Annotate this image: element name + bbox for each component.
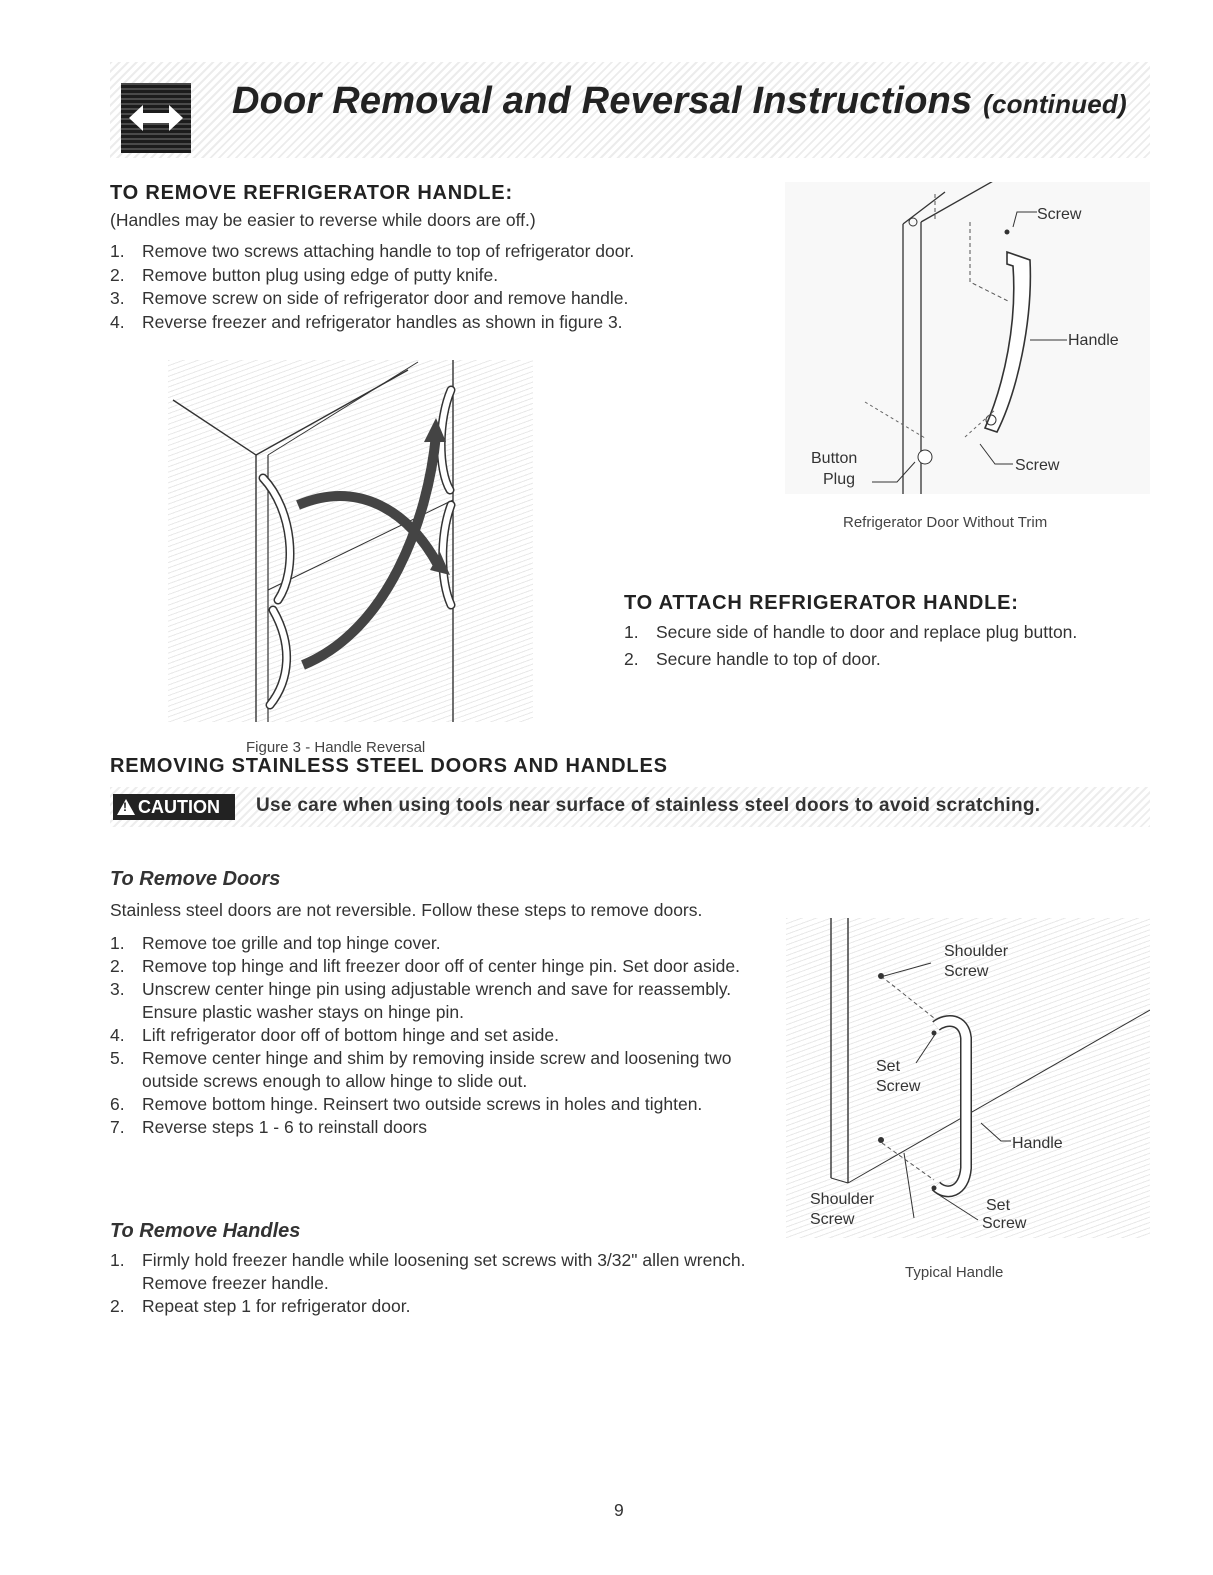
remove-handles-steps	[110, 1249, 750, 1318]
attach-handle-steps	[624, 621, 1144, 671]
remove-handle-steps	[110, 240, 730, 334]
caution-label: CAUTION	[138, 796, 220, 817]
page-title: Door Removal and Reversal Instructions (continued)	[232, 80, 1127, 122]
handle-reversal-figure	[168, 360, 533, 722]
door-without-trim-caption: Refrigerator Door Without Trim	[843, 514, 1048, 531]
label-screw-bottom: Screw	[810, 1211, 855, 1228]
remove-handles-subheading: To Remove Handles	[110, 1220, 301, 1242]
list-item: 2. Remove top hinge and lift freezer door off of center hinge pin. Set door aside.	[110, 956, 740, 976]
remove-handle-note: (Handles may be easier to reverse while doors are off.)	[110, 210, 536, 230]
label-shoulder-top: Shoulder	[944, 943, 1009, 960]
label-set-bottom: Set	[986, 1197, 1011, 1214]
label-plug: Plug	[823, 471, 856, 488]
typical-handle-figure	[786, 918, 1150, 1238]
page-title-suffix: (continued)	[983, 89, 1127, 119]
label-handle: Handle	[1068, 332, 1119, 349]
list-item: 2. Repeat step 1 for refrigerator door.	[110, 1296, 411, 1316]
label-screw-set-top: Screw	[876, 1078, 921, 1095]
label-screw-top: Screw	[944, 963, 989, 980]
figure-3-caption: Figure 3 - Handle Reversal	[246, 739, 426, 756]
list-item: 1. Secure side of handle to door and replace plug button.	[624, 622, 1078, 642]
list-item: 3. Unscrew center hinge pin using adjustable wrench and save for reassembly. Ensure plastic washer stays on hinge pin.	[110, 979, 732, 1022]
list-item: 2. Remove button plug using edge of putty knife.	[110, 264, 499, 285]
door-reversal-arrows-icon	[121, 83, 191, 153]
typical-handle-caption: Typical Handle	[905, 1264, 1004, 1281]
label-screw-top: Screw	[1037, 206, 1082, 223]
stainless-heading: REMOVING STAINLESS STEEL DOORS AND HANDLES	[110, 755, 668, 777]
remove-doors-steps	[110, 932, 770, 1139]
caution-text: Use care when using tools near surface of stainless steel doors to avoid scratching.	[256, 795, 1041, 816]
door-without-trim-figure	[785, 182, 1150, 494]
label-shoulder-bottom: Shoulder	[810, 1191, 875, 1208]
list-item: 4. Reverse freezer and refrigerator handles as shown in figure 3.	[110, 311, 623, 332]
list-item: 1. Remove two screws attaching handle to top of refrigerator door.	[110, 241, 635, 261]
attach-refrigerator-handle-heading: TO ATTACH REFRIGERATOR HANDLE:	[624, 592, 1019, 614]
label-handle: Handle	[1012, 1135, 1063, 1152]
list-item: 3. Remove screw on side of refrigerator door and remove handle.	[110, 288, 629, 308]
caution-badge	[113, 794, 235, 820]
remove-doors-intro: Stainless steel doors are not reversible. Follow these steps to remove doors.	[110, 900, 703, 920]
warning-triangle-icon	[117, 799, 135, 815]
page-number: 9	[614, 1500, 624, 1520]
remove-doors-subheading: To Remove Doors	[110, 868, 281, 890]
list-item: 2. Secure handle to top of door.	[624, 649, 881, 669]
list-item: 7. Reverse steps 1 - 6 to reinstall doors	[110, 1117, 427, 1137]
label-set-top: Set	[876, 1058, 901, 1075]
remove-refrigerator-handle-heading: TO REMOVE REFRIGERATOR HANDLE:	[110, 182, 513, 204]
list-item: 6. Remove bottom hinge. Reinsert two outside screws in holes and tighten.	[110, 1094, 703, 1114]
label-button: Button	[811, 450, 858, 467]
label-screw-set-bottom: Screw	[982, 1215, 1027, 1232]
list-item: 4. Lift refrigerator door off of bottom hinge and set aside.	[110, 1025, 560, 1045]
list-item: 1. Remove toe grille and top hinge cover.	[110, 933, 441, 953]
list-item: 1. Firmly hold freezer handle while loosening set screws with 3/32" allen wrench. Remove freezer handle.	[110, 1250, 746, 1293]
list-item: 5. Remove center hinge and shim by removing inside screw and loosening two outside screws enough to allow hinge to slide out.	[110, 1048, 732, 1091]
label-screw-side: Screw	[1015, 457, 1060, 474]
